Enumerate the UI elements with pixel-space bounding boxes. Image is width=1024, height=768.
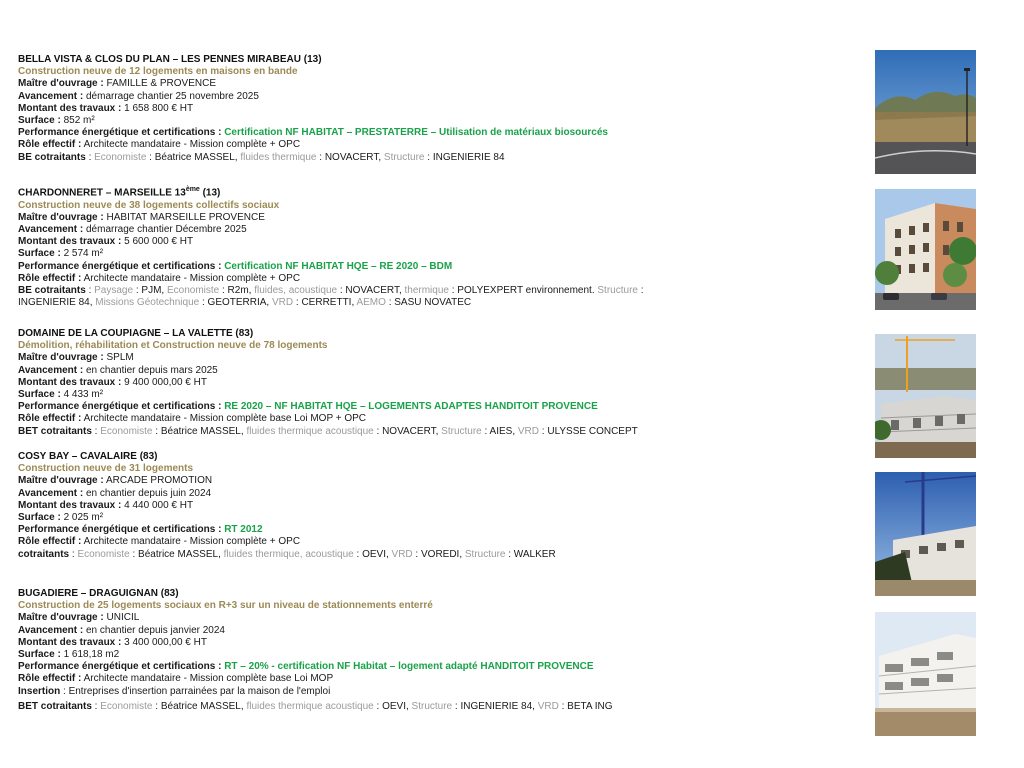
moa-value: SPLM <box>106 352 134 364</box>
montant-label: Montant des travaux : <box>18 376 122 388</box>
title-main: CHARDONNERET – MARSEILLE 13 <box>18 187 186 199</box>
montant-line <box>18 637 858 649</box>
cotraitants-line-2 <box>18 297 858 309</box>
surface-line <box>18 649 858 661</box>
montant-value: 3 400 000,00 € HT <box>124 636 207 648</box>
project-photo-cosy-bay <box>875 472 976 596</box>
moa-value: HABITAT MARSEILLE PROVENCE <box>106 211 265 223</box>
role-name: Economiste <box>166 284 220 296</box>
surface-value: 1 618,18 m2 <box>63 649 120 661</box>
montant-value: 9 400 000,00 € HT <box>124 376 207 388</box>
role-name: thermique <box>404 284 449 296</box>
role-value: Architecte mandataire - Mission complète base Loi MOP + OPC <box>83 413 367 425</box>
project-title: BUGADIERE – DRAGUIGNAN (83) <box>18 588 179 599</box>
cotraitants-line <box>18 701 858 713</box>
role-name: fluides thermique, acoustique <box>223 548 354 560</box>
performance-label: Performance énergétique et certifications : <box>18 127 222 139</box>
project-subtitle: Construction neuve de 12 logements en maisons en bande <box>18 66 298 78</box>
role-label: Rôle effectif : <box>18 413 82 425</box>
role-company: : Béatrice MASSEL, <box>129 548 224 560</box>
cotraitants-label: BET cotraitants <box>18 425 92 437</box>
performance-line <box>18 401 858 413</box>
moa-label: Maître d'ouvrage : <box>18 612 104 624</box>
role-name: Structure <box>597 284 638 296</box>
performance-line <box>18 127 858 139</box>
cotraitants-line <box>18 285 858 297</box>
surface-label: Surface : <box>18 512 61 524</box>
performance-value: RE 2020 – NF HABITAT HQE – LOGEMENTS ADAPTES HANDITOIT PROVENCE <box>224 401 598 413</box>
project-title: BELLA VISTA & CLOS DU PLAN – LES PENNES MIRABEAU (13) <box>18 54 322 65</box>
surface-value: 2 025 m² <box>63 512 104 524</box>
performance-label: Performance énergétique et certifications : <box>18 524 222 536</box>
role-name: fluides thermique acoustique <box>246 700 374 712</box>
montant-label: Montant des travaux : <box>18 636 122 648</box>
project-title: DOMAINE DE LA COUPIAGNE – LA VALETTE (83) <box>18 328 254 339</box>
role-company: : NOVACERT, <box>337 284 405 296</box>
performance-label: Performance énergétique et certifications : <box>18 401 222 413</box>
montant-label: Montant des travaux : <box>18 102 122 114</box>
role-company: : VOREDI, <box>412 548 465 560</box>
role-company: : Béatrice MASSEL, <box>146 151 241 163</box>
performance-value: Certification NF HABITAT HQE – RE 2020 – BDM <box>224 260 453 272</box>
montant-value: 5 600 000 € HT <box>124 236 194 248</box>
cotraitants-value-2 <box>18 297 471 308</box>
montant-label: Montant des travaux : <box>18 499 122 511</box>
role-name: Structure <box>411 700 453 712</box>
moa-line <box>18 78 858 90</box>
surface-label: Surface : <box>18 115 61 127</box>
surface-value: 4 433 m² <box>63 389 104 401</box>
moa-label: Maître d'ouvrage : <box>18 78 104 90</box>
role-line <box>18 273 858 285</box>
role-company: : OEVI, <box>353 548 392 560</box>
project-photo-bella-vista <box>875 50 976 174</box>
surface-value: 2 574 m² <box>63 248 104 260</box>
role-label: Rôle effectif : <box>18 272 82 284</box>
role-name: Economiste <box>94 151 147 163</box>
project-title: COSY BAY – CAVALAIRE (83) <box>18 451 158 462</box>
avancement-line <box>18 365 858 377</box>
surface-line <box>18 512 858 524</box>
role-name: VRD <box>272 297 294 309</box>
montant-line <box>18 103 858 115</box>
moa-line <box>18 475 858 487</box>
project-photo-chardonneret <box>875 189 976 310</box>
project-bugadiere <box>18 588 858 713</box>
avancement-value: en chantier depuis juin 2024 <box>86 487 212 499</box>
role-name: Structure <box>464 548 506 560</box>
moa-label: Maître d'ouvrage : <box>18 475 104 487</box>
avancement-line <box>18 91 858 103</box>
role-company: : OEVI, <box>373 700 412 712</box>
cotraitants-label: BE cotraitants <box>18 151 86 163</box>
moa-value: ARCADE PROMOTION <box>105 475 213 487</box>
moa-label: Maître d'ouvrage : <box>18 211 104 223</box>
role-company: : CERRETTI, <box>293 297 357 309</box>
role-line <box>18 413 858 425</box>
role-company: : <box>85 284 95 296</box>
moa-line <box>18 612 858 624</box>
role-name: Economiste <box>100 425 153 437</box>
project-photo-bugadiere <box>875 612 976 736</box>
role-company: : <box>69 548 78 560</box>
role-company: INGENIERIE 84, <box>18 297 96 309</box>
moa-line <box>18 352 858 364</box>
role-name: Economiste <box>100 700 153 712</box>
role-company: : SASU NOVATEC <box>385 297 472 309</box>
title-superscript: ème <box>185 186 200 193</box>
surface-line <box>18 115 858 127</box>
surface-label: Surface : <box>18 649 61 661</box>
performance-label: Performance énergétique et certifications : <box>18 260 222 272</box>
cotraitants-value <box>86 152 505 163</box>
role-label: Rôle effectif : <box>18 139 82 151</box>
role-line <box>18 536 858 548</box>
performance-label: Performance énergétique et certifications : <box>18 661 222 673</box>
surface-line <box>18 248 858 260</box>
project-title <box>18 184 858 200</box>
role-company: : Béatrice MASSEL, <box>152 700 247 712</box>
montant-value: 1 658 800 € HT <box>124 102 194 114</box>
surface-value: 852 m² <box>63 115 95 127</box>
moa-value: FAMILLE & PROVENCE <box>106 78 216 90</box>
montant-line <box>18 236 858 248</box>
role-name: VRD <box>517 425 540 437</box>
role-company: : R2m, <box>219 284 255 296</box>
role-company: : <box>91 425 101 437</box>
avancement-value: démarrage chantier Décembre 2025 <box>86 223 247 235</box>
performance-line <box>18 524 858 536</box>
role-company: : PJM, <box>133 284 167 296</box>
cotraitants-line <box>18 549 858 561</box>
surface-label: Surface : <box>18 389 61 401</box>
cotraitants-label: BET cotraitants <box>18 700 92 712</box>
insertion-line <box>18 686 858 698</box>
cotraitants-value <box>92 701 613 712</box>
role-label: Rôle effectif : <box>18 536 82 548</box>
role-company: : ULYSSE CONCEPT <box>539 425 638 437</box>
performance-value: Certification NF HABITAT – PRESTATERRE – Utilisation de matériaux biosourcés <box>224 127 608 139</box>
role-company: : <box>91 700 101 712</box>
avancement-label: Avancement : <box>18 223 84 235</box>
performance-value: RT – 20% - certification NF Habitat – logement adapté HANDITOIT PROVENCE <box>224 661 594 673</box>
cotraitants-label: BE cotraitants <box>18 284 86 296</box>
project-bella-vista <box>18 54 858 164</box>
cotraitants-label: cotraitants <box>18 548 70 560</box>
role-company: : AIES, <box>481 425 518 437</box>
role-name: Economiste <box>77 548 130 560</box>
cotraitants-value <box>86 285 644 296</box>
insertion-label: Insertion <box>18 685 61 697</box>
cotraitants-line <box>18 152 858 164</box>
avancement-value: démarrage chantier 25 novembre 2025 <box>86 90 259 102</box>
role-value: Architecte mandataire - Mission complète + OPC <box>83 272 301 284</box>
role-company: : GEOTERRIA, <box>199 297 272 309</box>
montant-label: Montant des travaux : <box>18 236 122 248</box>
role-name: fluides thermique acoustique <box>246 425 374 437</box>
role-label: Rôle effectif : <box>18 673 82 685</box>
avancement-value: en chantier depuis mars 2025 <box>86 364 218 376</box>
avancement-label: Avancement : <box>18 364 84 376</box>
avancement-label: Avancement : <box>18 487 84 499</box>
montant-line <box>18 377 858 389</box>
avancement-label: Avancement : <box>18 90 84 102</box>
montant-line <box>18 500 858 512</box>
performance-value: RT 2012 <box>224 524 263 536</box>
project-subtitle: Construction neuve de 38 logements collectifs sociaux <box>18 199 280 211</box>
project-chardonneret <box>18 184 858 309</box>
project-subtitle: Construction de 25 logements sociaux en R+3 sur un niveau de stationnements enterré <box>18 600 433 612</box>
insertion-value: : Entreprises d'insertion parrainées par la maison de l'emploi <box>60 685 331 697</box>
surface-label: Surface : <box>18 248 61 260</box>
role-name: Structure <box>383 151 425 163</box>
title-end: (13) <box>199 187 221 199</box>
moa-line <box>18 212 858 224</box>
moa-value: UNICIL <box>106 612 140 624</box>
role-company: : INGENIERIE 84 <box>424 151 505 163</box>
role-name: Missions Géotechnique <box>95 297 200 309</box>
project-cosy-bay <box>18 451 858 561</box>
role-company: : INGENIERIE 84, <box>452 700 538 712</box>
surface-line <box>18 389 858 401</box>
avancement-line <box>18 625 858 637</box>
role-company: : <box>85 151 95 163</box>
project-subtitle: Construction neuve de 31 logements <box>18 463 194 475</box>
project-photo-domaine-coupiagne <box>875 334 976 458</box>
cotraitants-value <box>92 426 638 437</box>
role-line <box>18 673 858 685</box>
moa-label: Maître d'ouvrage : <box>18 352 104 364</box>
role-value: Architecte mandataire - Mission complète + OPC <box>83 139 301 151</box>
montant-value: 4 440 000 € HT <box>124 499 194 511</box>
role-name: fluides thermique <box>240 151 317 163</box>
role-name: AEMO <box>356 297 386 309</box>
role-value: Architecte mandataire - Mission complète + OPC <box>83 536 301 548</box>
role-company: : WALKER <box>505 548 556 560</box>
performance-line <box>18 661 858 673</box>
role-name: Paysage <box>94 284 134 296</box>
project-domaine-coupiagne <box>18 328 858 438</box>
performance-line <box>18 261 858 273</box>
role-company: : POLYEXPERT environnement. <box>448 284 598 296</box>
avancement-line <box>18 224 858 236</box>
cotraitants-line <box>18 426 858 438</box>
role-company: : NOVACERT, <box>373 425 442 437</box>
role-line <box>18 139 858 151</box>
avancement-value: en chantier depuis janvier 2024 <box>86 624 225 636</box>
role-name: VRD <box>537 700 559 712</box>
avancement-label: Avancement : <box>18 624 84 636</box>
role-value: Architecte mandataire - Mission complète base Loi MOP <box>81 673 334 685</box>
cotraitants-value <box>69 549 556 560</box>
role-name: fluides, acoustique <box>254 284 338 296</box>
role-company: : <box>637 284 644 296</box>
avancement-line <box>18 488 858 500</box>
role-company: : Béatrice MASSEL, <box>152 425 247 437</box>
role-company: : NOVACERT, <box>316 151 384 163</box>
role-company: : BETA ING <box>558 700 613 712</box>
role-name: VRD <box>391 548 413 560</box>
project-subtitle: Démolition, réhabilitation et Construction neuve de 78 logements <box>18 340 328 352</box>
role-name: Structure <box>441 425 482 437</box>
